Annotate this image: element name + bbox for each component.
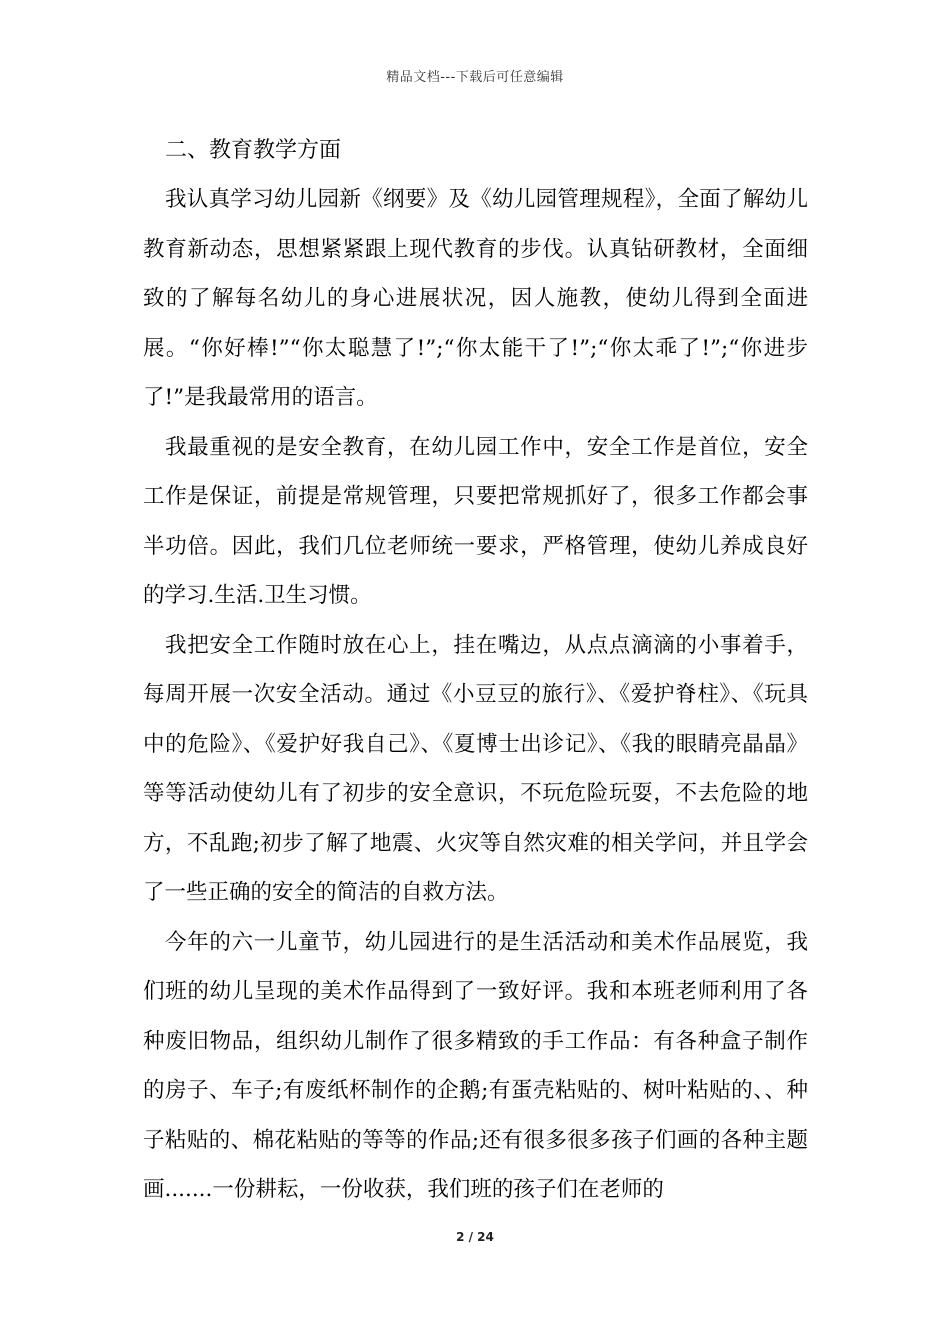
paragraph-safety-activities: 我把安全工作随时放在心上，挂在嘴边，从点点滴滴的小事着手，每周开展一次安全活动。通过《小豆豆的旅行》、《爱护脊柱》、《玩具中的危险》、《爱护好我自己》、《夏博士出诊记》、《我的眼睛亮晶晶》等等活动使幼儿有了初步的安全意识，不玩危险玩耍，不去危险的地方，不乱跑;初步了解了地震、火灾等自然灾难的相关学问，并且学会了一些正确的安全的简洁的自救方法。 — [143, 632, 808, 905]
paragraph-childrens-day: 今年的六一儿童节，幼儿园进行的是生活活动和美术作品展览，我们班的幼儿呈现的美术作品得到了一致好评。我和本班老师利用了各种废旧物品，组织幼儿制作了很多精致的手工作品：有各种盒子制作的房子、车子;有废纸杯制作的企鹅;有蛋壳粘贴的、树叶粘贴的、、种子粘贴的、棉花粘贴的等等的作品;还有很多很多孩子们画的各种主题画.......一份耕耘，一份收获，我们班的孩子们在老师的 — [143, 929, 808, 1202]
page-header: 精品文档---下载后可任意编辑 — [386, 70, 564, 85]
paragraph-safety-education: 我最重视的是安全教育，在幼儿园工作中，安全工作是首位，安全工作是保证，前提是常规管理，只要把常规抓好了，很多工作都会事半功倍。因此，我们几位老师统一要求，严格管理，使幼儿养成良好的学习.生活.卫生习惯。 — [143, 434, 808, 608]
page-number: 2 / 24 — [456, 1230, 494, 1244]
section-heading: 二、教育教学方面 — [165, 138, 342, 163]
document-body — [143, 126, 808, 1215]
paragraph-study: 我认真学习幼儿园新《纲要》及《幼儿园管理规程》，全面了解幼儿教育新动态，思想紧紧跟上现代教育的步伐。认真钻研教材，全面细致的了解每名幼儿的身心进展状况，因人施教，使幼儿得到全面进展。“你好棒!”“你太聪慧了!”;“你太能干了!”;“你太乖了!”;“你进步了!”是我最常用的语言。 — [143, 187, 808, 410]
